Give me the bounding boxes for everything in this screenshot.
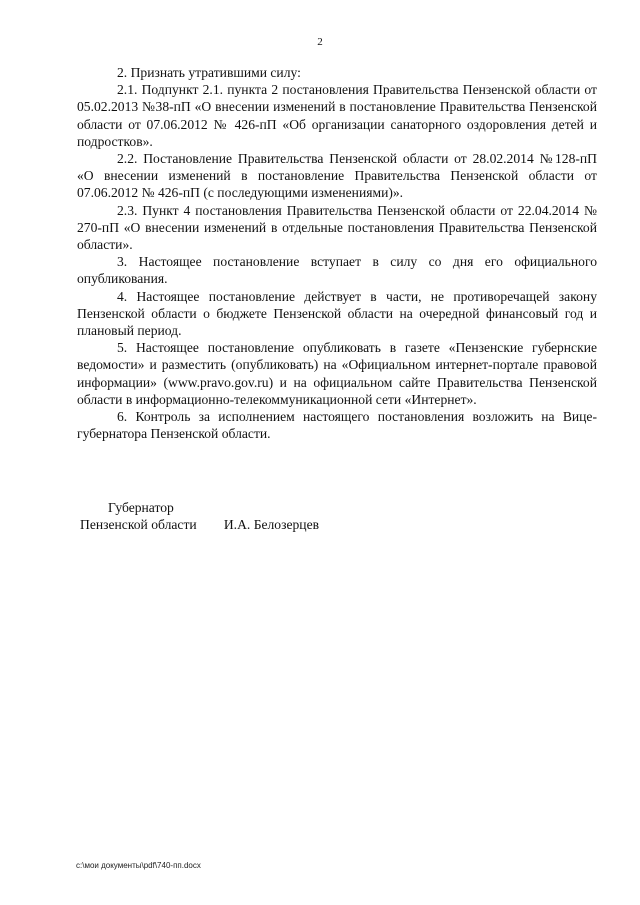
paragraph-3: 3. Настоящее постановление вступает в силу со дня его официального опубликования. [77, 254, 597, 287]
paragraph-5: 5. Настоящее постановление опубликовать в газете «Пензенские губернские ведомости» и разместить (опубликовать) на «Официальном интернет-портале правовой информации» (www.pravo.gov.ru) и на официальном сайте Правительства Пензенской области в информационно-телекоммуникационной сети «Интернет». [77, 340, 597, 407]
paragraph-2-1: 2.1. Подпункт 2.1. пункта 2 постановления Правительства Пензенской области от 05.02.2013 №38-пП «О внесении изменений в постановление Правительства Пензенской области от 07.06.2012 № 426-пП «Об организации санаторного оздоровления детей и подростков». [77, 82, 597, 149]
paragraph-2-2: 2.2. Постановление Правительства Пензенской области от 28.02.2014 №128-пП «О внесении изменений в постановление Правительства Пензенской области от 07.06.2012 № 426-пП (с последующими изменениями)». [77, 151, 597, 201]
page-number: 2 [317, 36, 323, 48]
footer-file-path: c:\мои документы\pdf\740-пп.docx [76, 861, 201, 870]
paragraph-4: 4. Настоящее постановление действует в части, не противоречащей закону Пензенской области о бюджете Пензенской области на очередной финансовый год и плановый период. [77, 288, 597, 339]
signature-name: И.А. Белозерцев [223, 517, 320, 533]
paragraph-6: 6. Контроль за исполнением настоящего постановления возложить на Вице-губернатора Пензенской области. [77, 409, 597, 442]
signature-line [80, 516, 480, 533]
paragraph-2: 2. Признать утратившими силу: [117, 65, 301, 80]
paragraph-2-3: 2.3. Пункт 4 постановления Правительства Пензенской области от 22.04.2014 № 270-пП «О внесении изменений в отдельные постановления Правительства Пензенской области». [77, 202, 597, 253]
document-body [77, 64, 597, 442]
signature-title: Губернатор [108, 500, 174, 515]
signature-block [80, 499, 480, 533]
signature-region: Пензенской области [80, 517, 197, 533]
